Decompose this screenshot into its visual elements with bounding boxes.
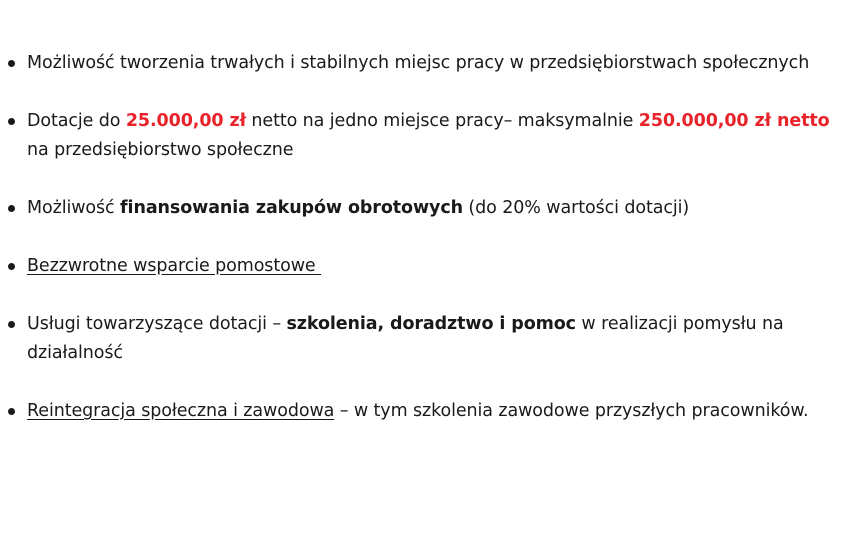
- list-item-working-capital: [0, 194, 856, 223]
- item-bold-text: finansowania zakupów obrotowych: [120, 198, 463, 218]
- item-text: – w tym szkolenia zawodowe przyszłych pracowników.: [334, 401, 809, 421]
- bullet-icon: [8, 60, 15, 67]
- item-bold-text: szkolenia, doradztwo i pomoc: [286, 314, 576, 334]
- item-underlined-text: Bezzwrotne wsparcie pomostowe: [27, 256, 322, 276]
- grant-amount-per-job: 25.000,00 zł: [125, 111, 246, 131]
- list-item-stable-jobs: [0, 49, 856, 78]
- bullet-icon: [8, 408, 15, 415]
- item-text: Możliwość: [27, 198, 121, 218]
- bullet-icon: [8, 118, 15, 125]
- item-text: Usługi towarzyszące dotacji –: [27, 314, 287, 334]
- list-item-reintegration: [0, 397, 856, 426]
- item-text: Dotacje do: [27, 111, 126, 131]
- item-text: Możliwość tworzenia trwałych i stabilnych miejsc pracy w przedsiębiorstwach społecznych: [27, 53, 810, 73]
- item-text: netto na jedno miejsce pracy– maksymalnie: [245, 111, 639, 131]
- item-text: w realizacji pomysłu na działalność: [27, 314, 784, 363]
- list-item-bridge-support: [0, 252, 856, 281]
- benefits-list: [0, 49, 856, 455]
- item-text: (do 20% wartości dotacji): [462, 198, 690, 218]
- bullet-icon: [8, 205, 15, 212]
- bullet-icon: [8, 263, 15, 270]
- item-underlined-text: Reintegracja społeczna i zawodowa: [27, 401, 335, 421]
- bullet-icon: [8, 321, 15, 328]
- list-item-grants: [0, 107, 856, 165]
- list-item-services: [0, 310, 856, 368]
- item-text: na przedsiębiorstwo społeczne: [27, 140, 294, 160]
- grant-amount-max: 250.000,00 zł netto: [638, 111, 830, 131]
